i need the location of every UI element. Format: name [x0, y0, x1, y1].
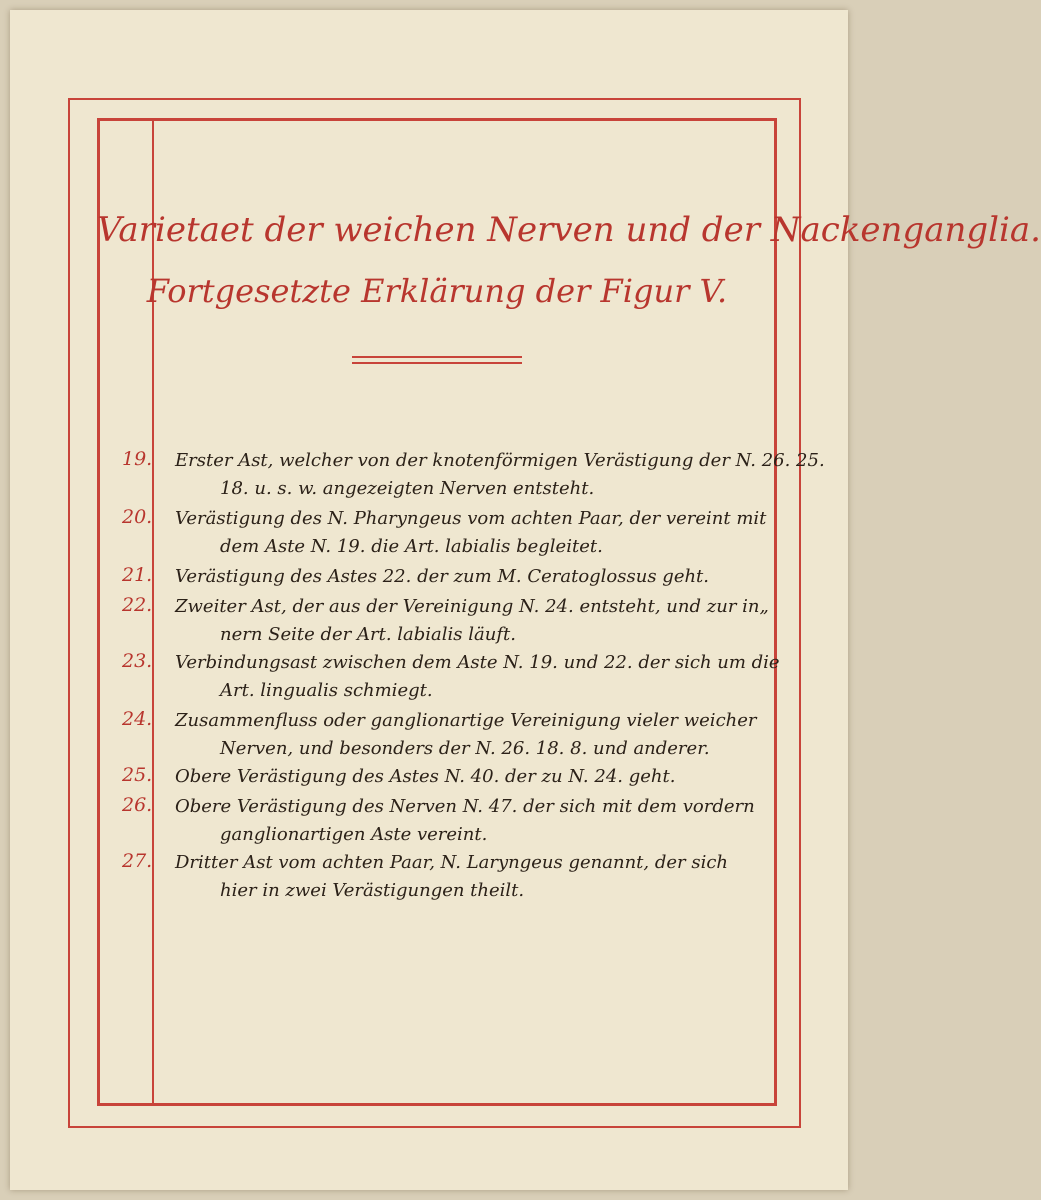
entry-number: 23. — [122, 650, 153, 672]
entry-text-continued: hier in zwei Verästigungen theilt. — [220, 880, 525, 901]
entry-text: Erster Ast, welcher von der knotenförmigen Verästigung der N. 26. 25. — [175, 450, 825, 471]
entry-text-continued: 18. u. s. w. angezeigten Nerven entsteht. — [220, 478, 595, 499]
entry-text: Obere Verästigung des Astes N. 40. der zu N. 24. geht. — [175, 766, 676, 787]
title-divider-second — [352, 362, 522, 364]
entry-number: 22. — [122, 594, 153, 616]
page-title: Varietaet der weichen Nerven und der Nackenganglia. — [97, 210, 1041, 250]
entry-number: 19. — [122, 448, 153, 470]
entry-number: 27. — [122, 850, 153, 872]
page-subtitle: Fortgesetzte Erklärung der Figur V. — [146, 272, 728, 310]
entry-number: 26. — [122, 794, 153, 816]
entry-text: Dritter Ast vom achten Paar, N. Laryngeus genannt, der sich — [175, 852, 729, 873]
entry-text: Verbindungsast zwischen dem Aste N. 19. und 22. der sich um die — [175, 652, 780, 673]
entry-number: 21. — [122, 564, 153, 586]
entry-text-continued: Nerven, und besonders der N. 26. 18. 8. und anderer. — [220, 738, 710, 759]
entry-text: Zweiter Ast, der aus der Vereinigung N. 24. entsteht, und zur in„ — [175, 596, 769, 617]
title-divider — [352, 356, 522, 358]
entry-number: 20. — [122, 506, 153, 528]
entry-text: Verästigung des N. Pharyngeus vom achten Paar, der vereint mit — [175, 508, 767, 529]
entry-text: Obere Verästigung des Nerven N. 47. der sich mit dem vordern — [175, 796, 755, 817]
entry-text-continued: nern Seite der Art. labialis läuft. — [220, 624, 516, 645]
entry-number: 25. — [122, 764, 153, 786]
entry-text-continued: dem Aste N. 19. die Art. labialis begleitet. — [220, 536, 603, 557]
entry-text-continued: Art. lingualis schmiegt. — [220, 680, 433, 701]
entry-text-continued: ganglionartigen Aste vereint. — [220, 824, 488, 845]
entry-number: 24. — [122, 708, 153, 730]
entry-text: Verästigung des Astes 22. der zum M. Ceratoglossus geht. — [175, 566, 710, 587]
entry-text: Zusammenfluss oder ganglionartige Vereinigung vieler weicher — [175, 710, 757, 731]
